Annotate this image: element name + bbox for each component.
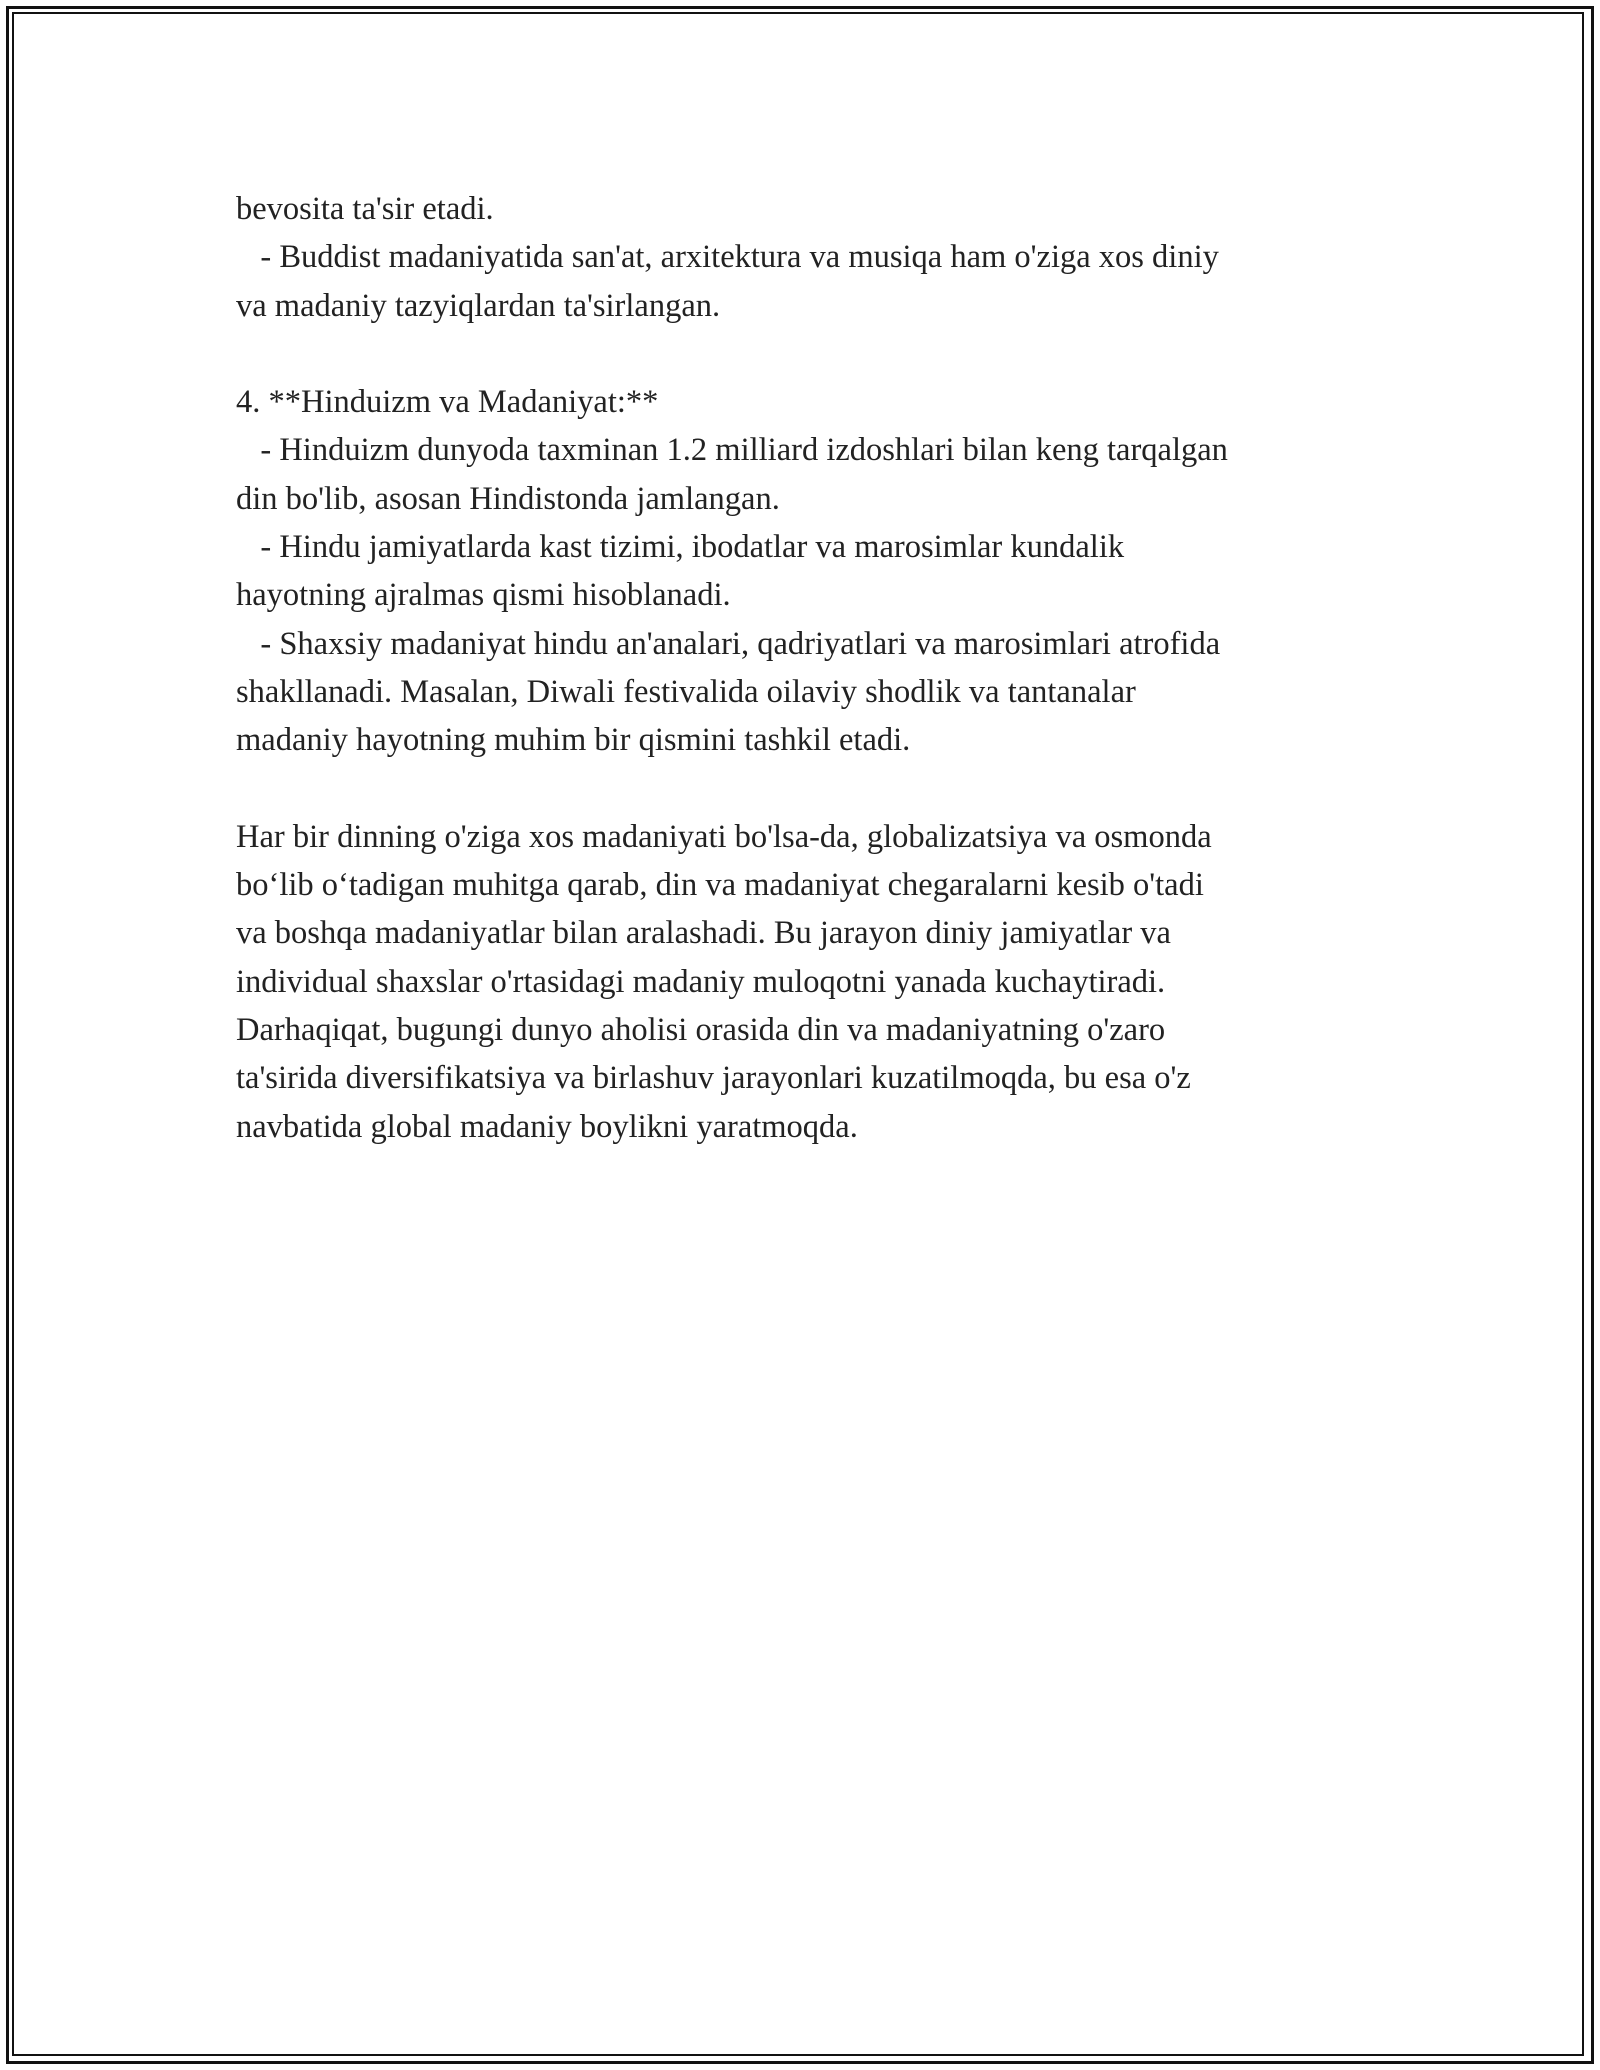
text-line: Darhaqiqat, bugungi dunyo aholisi orasida din va madaniyatning o'zaro [236,1012,1166,1049]
text-line: madaniy hayotning muhim bir qismini tashkil etadi. [236,722,911,759]
text-line: individual shaxslar o'rtasidagi madaniy muloqotni yanada kuchaytiradi. [236,963,1166,1000]
text-line: bo‘lib o‘tadigan muhitga qarab, din va madaniyat chegaralarni kesib o'tadi [236,867,1204,904]
text-line: va madaniy tazyiqlardan ta'sirlangan. [236,287,721,324]
text-line: bevosita ta'sir etadi. [236,191,494,227]
text-line: Har bir dinning o'ziga xos madaniyati bo'lsa-da, globalizatsiya va osmonda [236,818,1212,855]
text-line: - Hindu jamiyatlarda kast tizimi, ibodatlar va marosimlar kundalik [236,529,1125,566]
paragraph-gap [236,765,1386,813]
text-line: - Hinduizm dunyoda taxminan 1.2 milliard izdoshlari bilan keng tarqalgan [236,432,1228,469]
text-line: ta'sirida diversifikatsiya va birlashuv jarayonlari kuzatilmoqda, bu esa o'z [236,1060,1191,1097]
document-body [236,185,1386,1151]
text-line: din bo'lib, asosan Hindistonda jamlangan. [236,480,780,517]
text-line: va boshqa madaniyatlar bilan aralashadi. Bu jarayon diniy jamiyatlar va [236,915,1171,952]
section-heading: 4. **Hinduizm va Madaniyat:** [236,384,659,421]
text-line: shakllanadi. Masalan, Diwali festivalida oilaviy shodlik va tantanalar [236,673,1136,710]
text-line: navbatida global madaniy boylikni yaratmoqda. [236,1108,858,1145]
paragraph-gap [236,330,1386,378]
text-line: hayotning ajralmas qismi hisoblanadi. [236,577,731,614]
text-line: - Shaxsiy madaniyat hindu an'analari, qadriyatlari va marosimlari atrofida [236,625,1221,662]
text-line: - Buddist madaniyatida san'at, arxitektura va musiqa ham o'ziga xos diniy [236,239,1219,276]
